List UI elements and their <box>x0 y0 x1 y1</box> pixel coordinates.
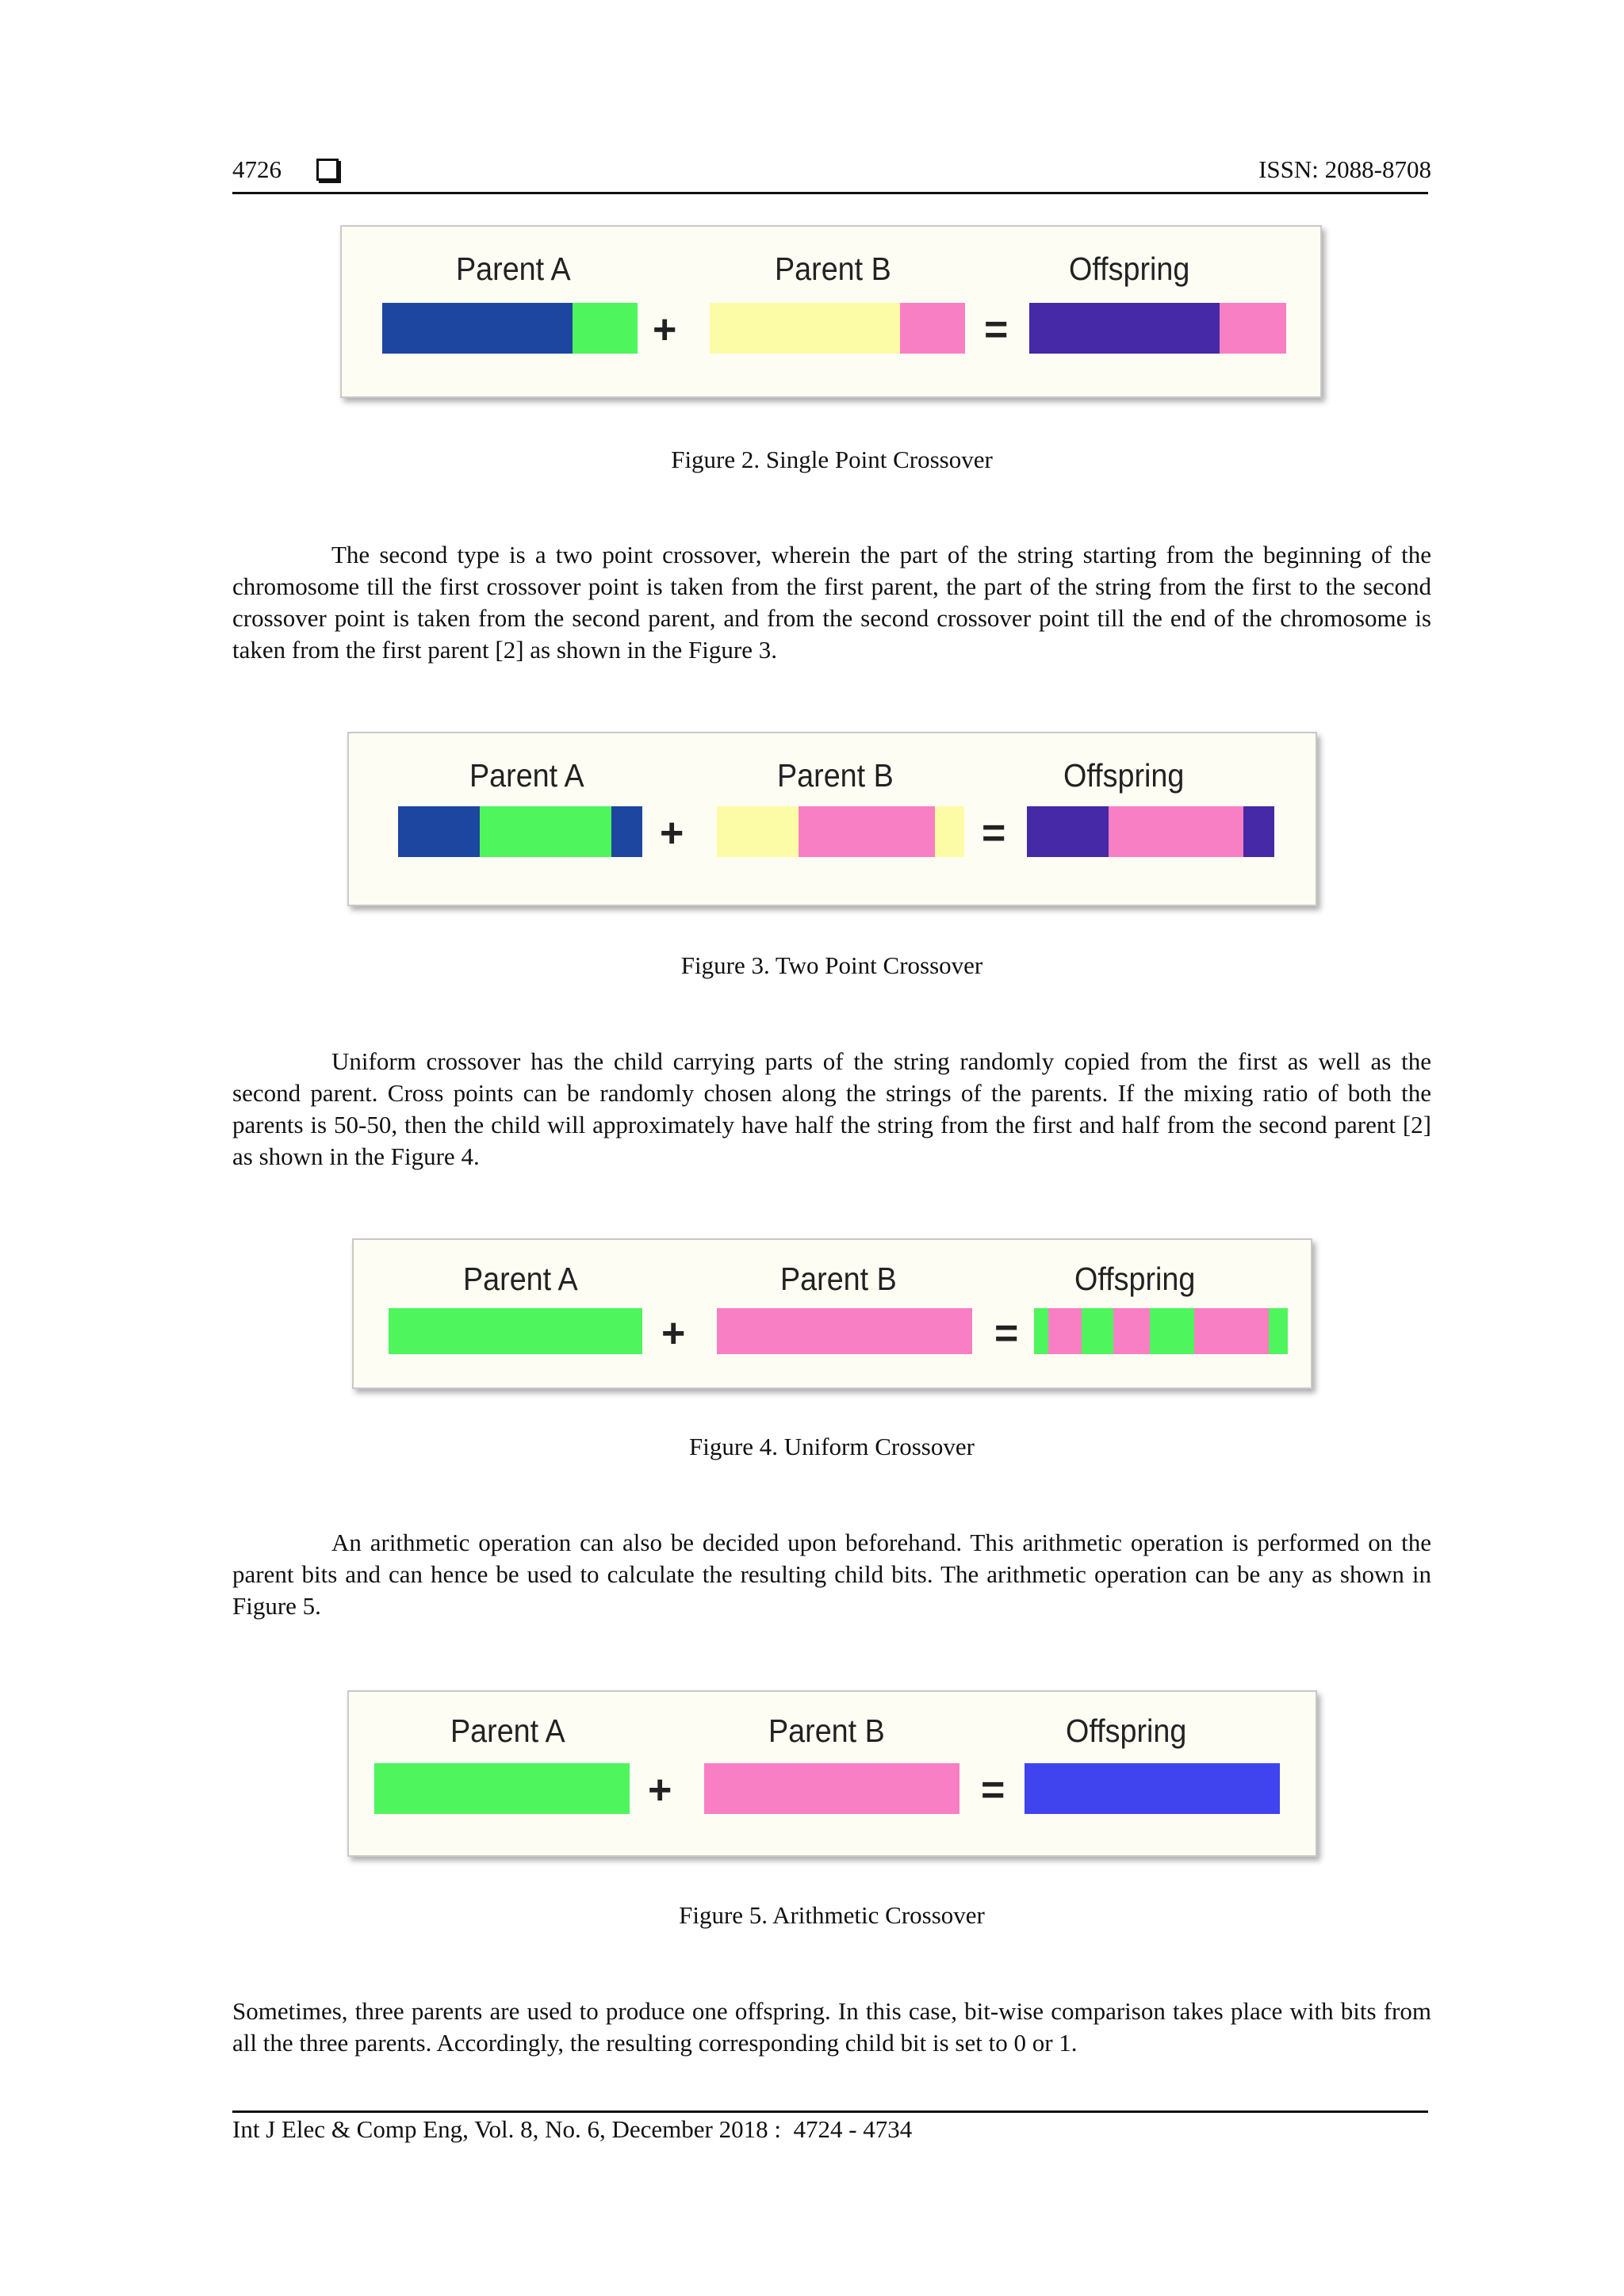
offspring-chromosome <box>1027 806 1274 857</box>
parent-b-label: Parent B <box>775 251 891 287</box>
parent-a-segment <box>573 303 638 354</box>
plus-operator: + <box>661 1311 686 1357</box>
paragraph: An arithmetic operation can also be decided upon beforehand. This arithmetic operation is performed on the parent bits and can hence be used to calculate the resulting child bits. The arithmetic operation can be any as shown in Figure 5. <box>232 1529 1431 1620</box>
parent-a-label: Parent A <box>463 1261 578 1297</box>
paragraph: Sometimes, three parents are used to produce one offspring. In this case, bit-wise comparison takes place with bits from all the three parents. Accordingly, the resulting corresponding child bit is set to 0 or 1. <box>232 1997 1431 2057</box>
parent-b-chromosome <box>710 303 965 354</box>
offspring-chromosome <box>1034 1308 1288 1354</box>
figure-5-caption: Figure 5. Arithmetic Crossover <box>679 1901 985 1929</box>
issn-label: ISSN: 2088-8708 <box>1258 155 1431 183</box>
parent-a-label: Parent A <box>456 251 571 287</box>
equals-operator: = <box>982 810 1006 856</box>
figure-5-arithmetic-crossover <box>347 1690 1317 1857</box>
parent-a-chromosome <box>374 1763 630 1814</box>
offspring-label: Offspring <box>1069 251 1190 287</box>
offspring-chromosome <box>1029 303 1286 354</box>
figure-4-uniform-crossover <box>352 1238 1312 1389</box>
parent-a-segment <box>389 1308 642 1354</box>
parent-b-segment <box>717 806 799 857</box>
offspring-segment <box>1150 1308 1194 1354</box>
parent-a-label: Parent A <box>469 757 584 794</box>
figure-3-two-point-crossover <box>347 732 1317 906</box>
parent-a-chromosome <box>382 303 638 354</box>
offspring-segment <box>1048 1308 1082 1354</box>
paragraph: The second type is a two point crossover, wherein the part of the string starting from the beginning of the chromosome till the first crossover point is taken from the first parent, the part of the string from the first to the second crossover point is taken from the second parent, and from the second crossover point till the end of the chromosome is taken from the first parent [2] as shown in the Figure 3. <box>232 541 1431 664</box>
parent-b-label: Parent B <box>768 1712 885 1749</box>
offspring-segment <box>1109 806 1243 857</box>
parent-b-label: Parent B <box>780 1261 897 1297</box>
parent-a-segment <box>611 806 642 857</box>
offspring-label: Offspring <box>1066 1712 1187 1749</box>
equals-operator: = <box>994 1311 1019 1357</box>
parent-a-segment <box>480 806 611 857</box>
parent-b-segment <box>710 303 900 354</box>
offspring-segment <box>1025 1763 1280 1814</box>
offspring-segment <box>1029 303 1220 354</box>
offspring-segment <box>1243 806 1274 857</box>
offspring-label: Offspring <box>1074 1261 1196 1297</box>
parent-a-segment <box>398 806 480 857</box>
equals-operator: = <box>981 1767 1005 1813</box>
offspring-segment <box>1082 1308 1113 1354</box>
offspring-segment <box>1220 303 1286 354</box>
parent-a-segment <box>374 1763 630 1814</box>
offspring-chromosome <box>1025 1763 1280 1814</box>
square-bullet-icon <box>316 159 339 181</box>
parent-b-chromosome <box>704 1763 959 1814</box>
plus-operator: + <box>648 1767 672 1813</box>
plus-operator: + <box>653 307 677 353</box>
parent-b-segment <box>799 806 935 857</box>
paragraph: Uniform crossover has the child carrying parts of the string randomly copied from the first as well as the second parent. Cross points can be randomly chosen along the strings of the parents. If the mixing ratio of both the parents is 50-50, then the child will approximately have half the string from the first and half from the second parent [2] as shown in the Figure 4. <box>232 1047 1431 1170</box>
figure-4-caption: Figure 4. Uniform Crossover <box>689 1433 975 1460</box>
figure-2-single-point-crossover <box>340 225 1322 398</box>
offspring-segment <box>1194 1308 1269 1354</box>
parent-a-chromosome <box>389 1308 642 1354</box>
offspring-segment <box>1269 1308 1288 1354</box>
figure-2-caption: Figure 2. Single Point Crossover <box>671 446 993 473</box>
offspring-segment <box>1027 806 1109 857</box>
plus-operator: + <box>660 810 684 856</box>
figure-3-caption: Figure 3. Two Point Crossover <box>680 951 983 979</box>
parent-b-segment <box>935 806 964 857</box>
page-number: 4726 <box>232 155 282 183</box>
offspring-segment <box>1034 1308 1048 1354</box>
parent-b-chromosome <box>717 1308 972 1354</box>
parent-b-segment <box>717 1308 972 1354</box>
parent-b-label: Parent B <box>777 757 894 794</box>
parent-a-label: Parent A <box>450 1712 565 1749</box>
page-header <box>232 155 1431 193</box>
parent-a-segment <box>382 303 573 354</box>
header-left <box>232 155 339 184</box>
header-rule <box>232 192 1428 194</box>
parent-a-chromosome <box>398 806 642 857</box>
footer-rule <box>232 2110 1428 2113</box>
equals-operator: = <box>984 307 1009 353</box>
offspring-label: Offspring <box>1063 757 1185 794</box>
parent-b-segment <box>900 303 965 354</box>
offspring-segment <box>1113 1308 1150 1354</box>
parent-b-segment <box>704 1763 959 1814</box>
journal-citation: Int J Elec & Comp Eng, Vol. 8, No. 6, December 2018 : 4724 - 4734 <box>232 2115 913 2143</box>
parent-b-chromosome <box>717 806 964 857</box>
